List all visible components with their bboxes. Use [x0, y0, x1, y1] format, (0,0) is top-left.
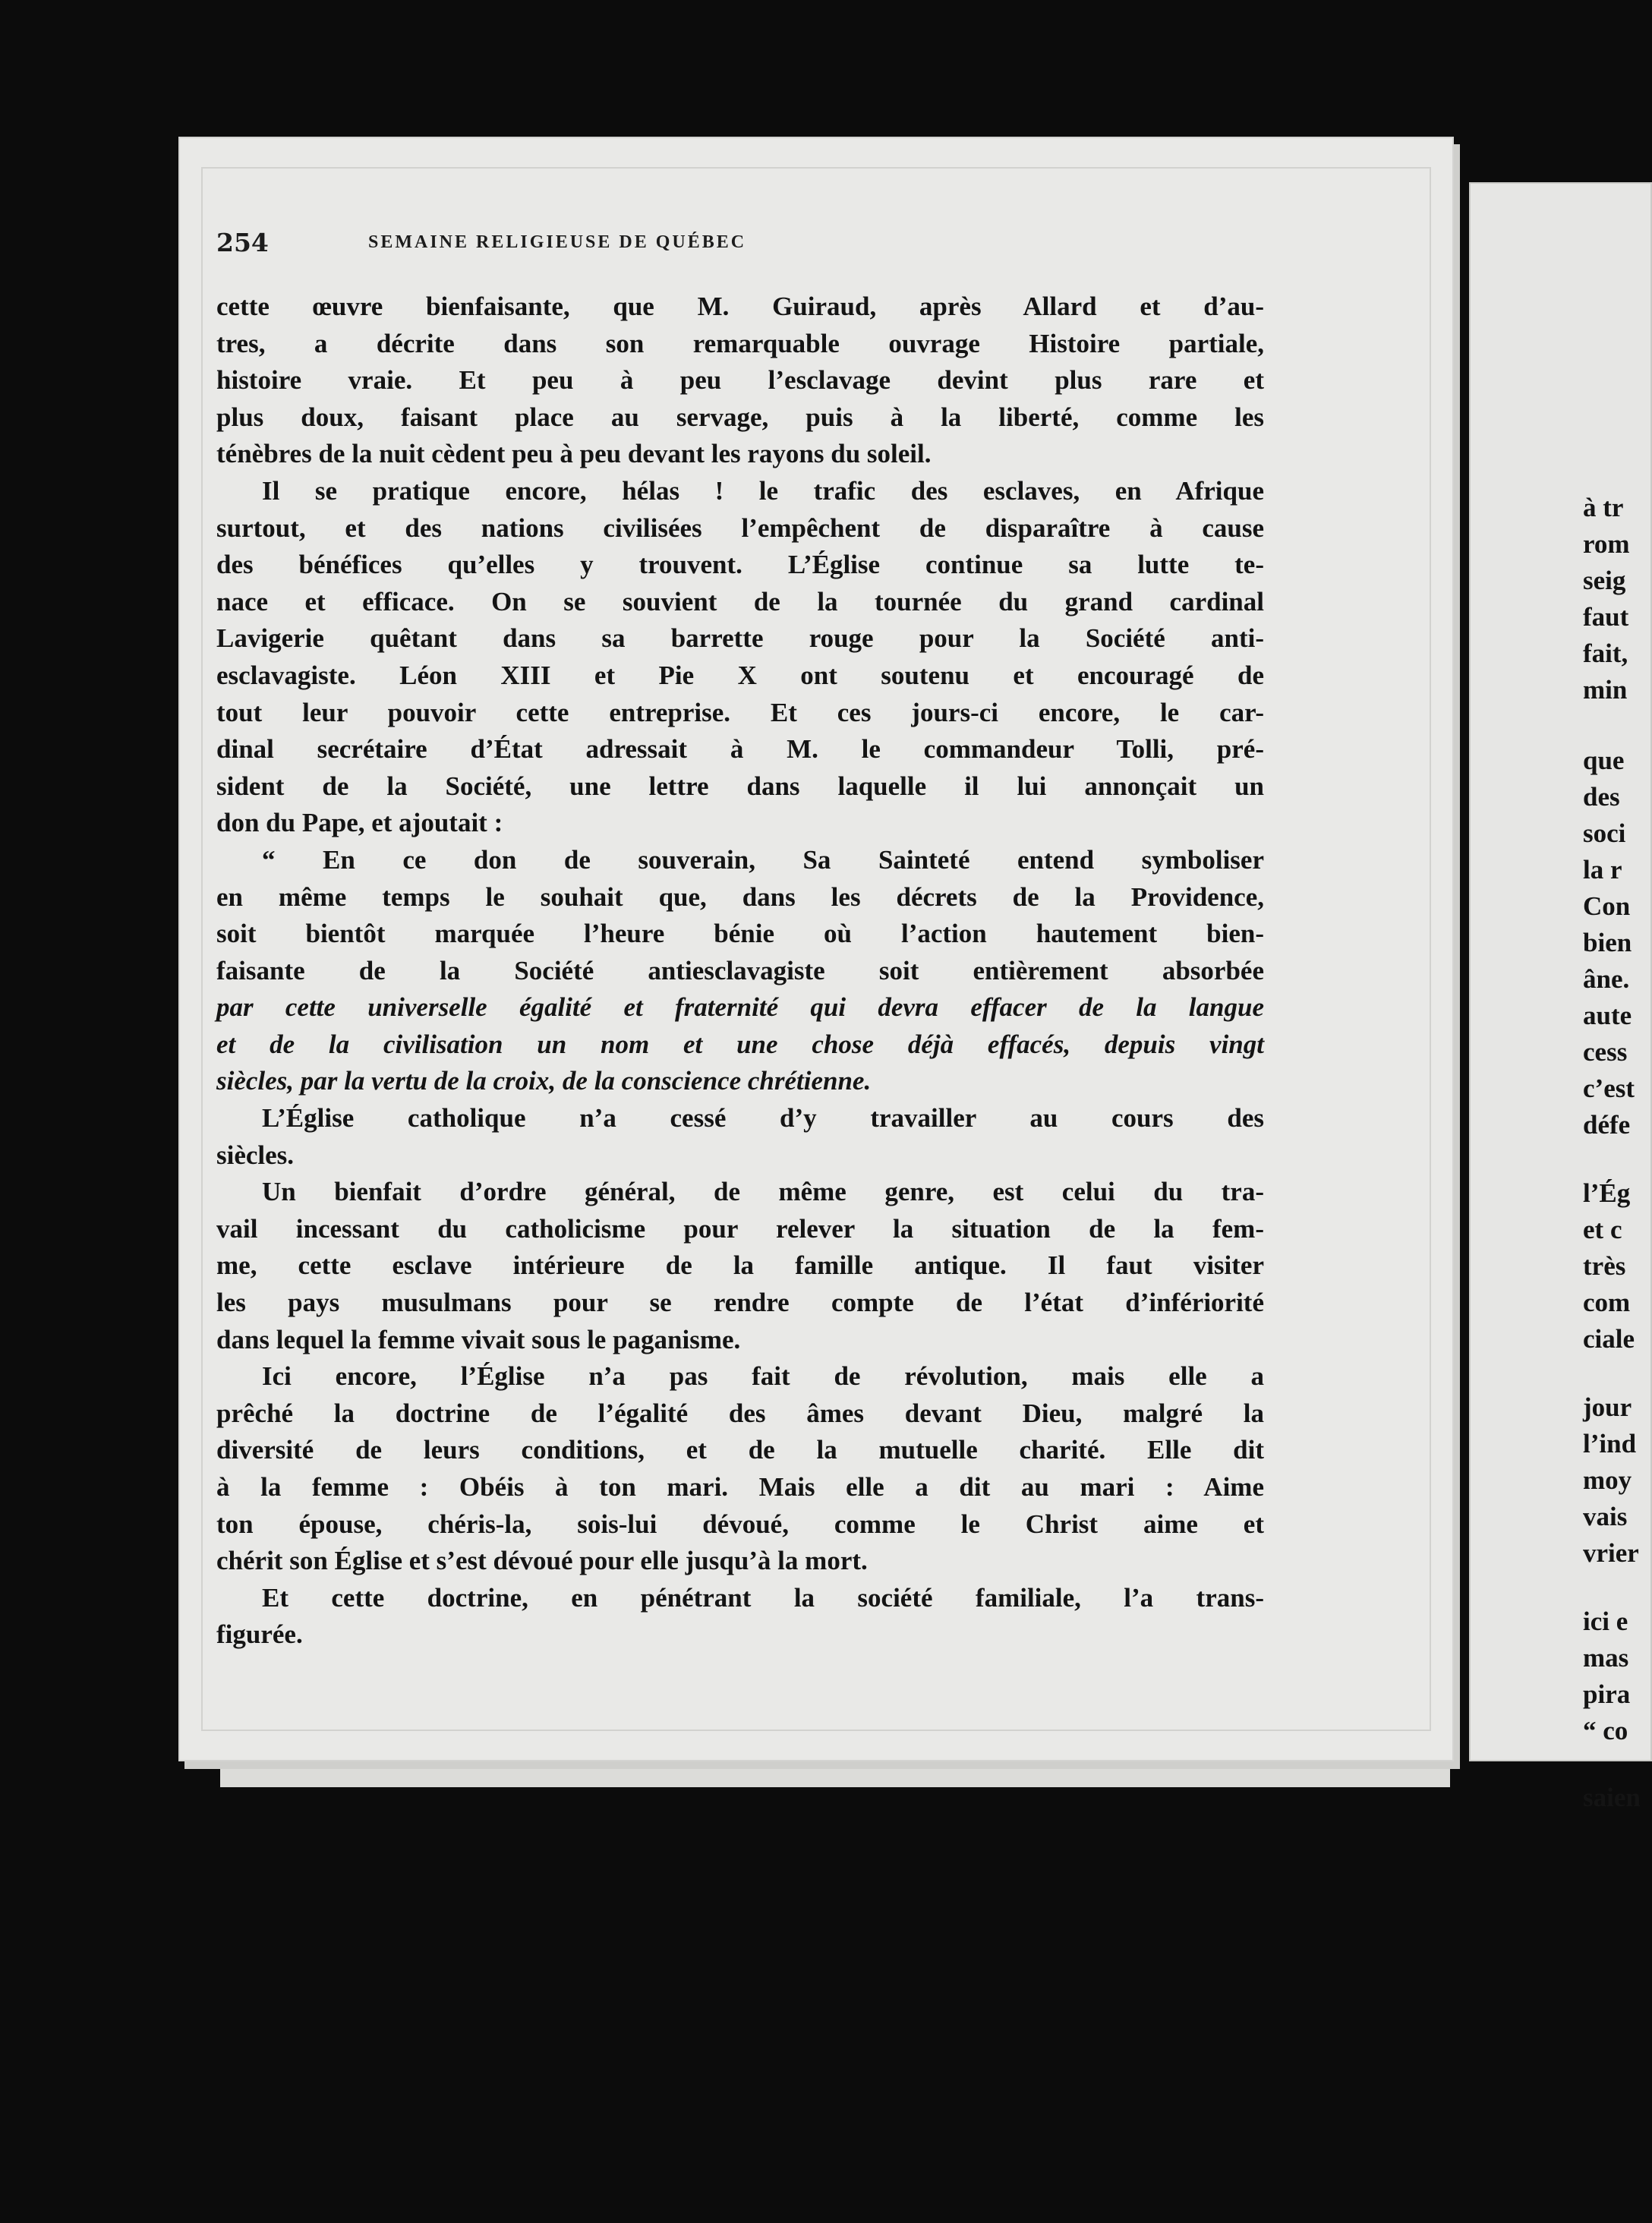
facing-page-fragment: seig: [1583, 566, 1626, 595]
facing-page-fragment: très: [1583, 1251, 1626, 1281]
text-line: Ici encore, l’Église n’a pas fait de révolution, mais elle a: [262, 1361, 1264, 1392]
facing-page-fragment: min: [1583, 675, 1628, 705]
facing-page-fragment: ici e: [1583, 1607, 1628, 1636]
facing-page-fragment: mas: [1583, 1643, 1629, 1673]
text-line: tres, a décrite dans son remarquable ouvrage Histoire partiale,: [216, 328, 1264, 358]
facing-page-fragment: “ co: [1583, 1716, 1628, 1745]
text-line: diversité de leurs conditions, et de la mutuelle charité. Elle dit: [216, 1435, 1264, 1465]
body-text: [216, 289, 1264, 1654]
text-line: chérit son Église et s’est dévoué pour elle jusqu’à la mort.: [216, 1546, 868, 1576]
text-line: vail incessant du catholicisme pour relever la situation de la fem-: [216, 1213, 1264, 1244]
page-stack-edge: [220, 1761, 1450, 1787]
text-line: esclavagiste. Léon XIII et Pie X ont soutenu et encouragé de: [216, 660, 1264, 690]
text-line: des bénéfices qu’elles y trouvent. L’Église continue sa lutte te-: [216, 550, 1264, 580]
page-number: 254: [216, 228, 269, 257]
page-header: [216, 228, 1264, 267]
running-title: SEMAINE RELIGIEUSE DE QUÉBEC: [368, 232, 747, 252]
text-line: en même temps le souhait que, dans les décrets de la Providence,: [216, 881, 1264, 912]
text-line: tout leur pouvoir cette entreprise. Et ces jours-ci encore, le car-: [216, 697, 1264, 727]
text-line: Et cette doctrine, en pénétrant la société familiale, l’a trans-: [262, 1582, 1264, 1613]
text-line: dinal secrétaire d’État adressait à M. le commandeur Tolli, pré-: [216, 734, 1264, 765]
text-line: soit bientôt marquée l’heure bénie où l’action hautement bien-: [216, 919, 1264, 949]
facing-page-fragment: l’Ég: [1583, 1178, 1631, 1208]
facing-page-fragment: pira: [1583, 1679, 1631, 1709]
text-line: nace et efficace. On se souvient de la tournée du grand cardinal: [216, 586, 1264, 616]
facing-page-fragment: soci: [1583, 818, 1626, 848]
facing-page-fragment: fait,: [1583, 639, 1628, 668]
facing-page-fragment: à tr: [1583, 493, 1624, 522]
text-line: cette œuvre bienfaisante, que M. Guiraud, après Allard et d’au-: [216, 292, 1264, 321]
text-line: siècles, par la vertu de la croix, de la conscience chrétienne.: [216, 1066, 872, 1096]
text-line: faisante de la Société antiesclavagiste soit entièrement absorbée: [216, 955, 1264, 985]
facing-page-fragment: la r: [1583, 855, 1622, 884]
text-line: me, cette esclave intérieure de la famille antique. Il faut visiter: [216, 1250, 1264, 1281]
text-line: dans lequel la femme vivait sous le paganisme.: [216, 1324, 741, 1354]
facing-page-fragment: vais: [1583, 1502, 1628, 1531]
facing-page-fragment: des: [1583, 782, 1620, 812]
facing-page-fragment: rom: [1583, 529, 1630, 559]
facing-page-fragment: défe: [1583, 1110, 1631, 1140]
text-line: Lavigerie quêtant dans sa barrette rouge pour la Société anti-: [216, 623, 1264, 654]
text-line: figurée.: [216, 1619, 303, 1650]
facing-page-fragment: vrier: [1583, 1538, 1639, 1568]
text-line: surtout, et des nations civilisées l’empêchent de disparaître à cause: [216, 512, 1264, 543]
text-line: plus doux, faisant place au servage, puis à la liberté, comme les: [216, 402, 1264, 432]
facing-page-fragment: âne.: [1583, 964, 1630, 994]
facing-page-fragment: l’ind: [1583, 1429, 1637, 1458]
text-line: et de la civilisation un nom et une chose déjà effacés, depuis vingt: [216, 1029, 1264, 1059]
text-line: don du Pape, et ajoutait :: [216, 808, 503, 838]
text-line: Un bienfait d’ordre général, de même genre, est celui du tra-: [262, 1177, 1264, 1207]
facing-page-fragment: cess: [1583, 1037, 1628, 1067]
text-line: à la femme : Obéis à ton mari. Mais elle a dit au mari : Aime: [216, 1472, 1264, 1502]
facing-page-fragment: moy: [1583, 1465, 1632, 1495]
text-line: Il se pratique encore, hélas ! le trafic des esclaves, en Afrique: [262, 475, 1264, 506]
facing-page-fragment: et c: [1583, 1215, 1622, 1244]
facing-page-fragment: Con: [1583, 891, 1631, 921]
facing-page-fragment: ciale: [1583, 1324, 1635, 1354]
facing-page-fragment: jour: [1583, 1392, 1632, 1422]
text-line: ténèbres de la nuit cèdent peu à peu devant les rayons du soleil.: [216, 439, 932, 469]
facing-page-fragment: faut: [1583, 602, 1629, 632]
text-line: histoire vraie. Et peu à peu l’esclavage devint plus rare et: [216, 365, 1264, 396]
text-line: sident de la Société, une lettre dans laquelle il lui annonçait un: [216, 771, 1264, 801]
facing-page-fragment: c’est: [1583, 1074, 1635, 1103]
facing-page-fragment: saien: [1583, 1783, 1641, 1812]
text-line: L’Église catholique n’a cessé d’y travailler au cours des: [262, 1103, 1264, 1134]
text-line: par cette universelle égalité et fraternité qui devra effacer de la langue: [216, 992, 1264, 1023]
facing-page-fragment: bien: [1583, 928, 1632, 957]
text-line: “ En ce don de souverain, Sa Sainteté entend symboliser: [262, 844, 1264, 875]
text-line: prêché la doctrine de l’égalité des âmes devant Dieu, malgré la: [216, 1398, 1264, 1428]
facing-page-fragment: com: [1583, 1288, 1631, 1317]
facing-page-fragment: que: [1583, 746, 1625, 775]
text-line: ton épouse, chéris-la, sois-lui dévoué, comme le Christ aime et: [216, 1509, 1264, 1539]
text-line: siècles.: [216, 1140, 295, 1170]
text-line: les pays musulmans pour se rendre compte de l’état d’infériorité: [216, 1288, 1264, 1318]
facing-page-fragment: aute: [1583, 1001, 1632, 1030]
